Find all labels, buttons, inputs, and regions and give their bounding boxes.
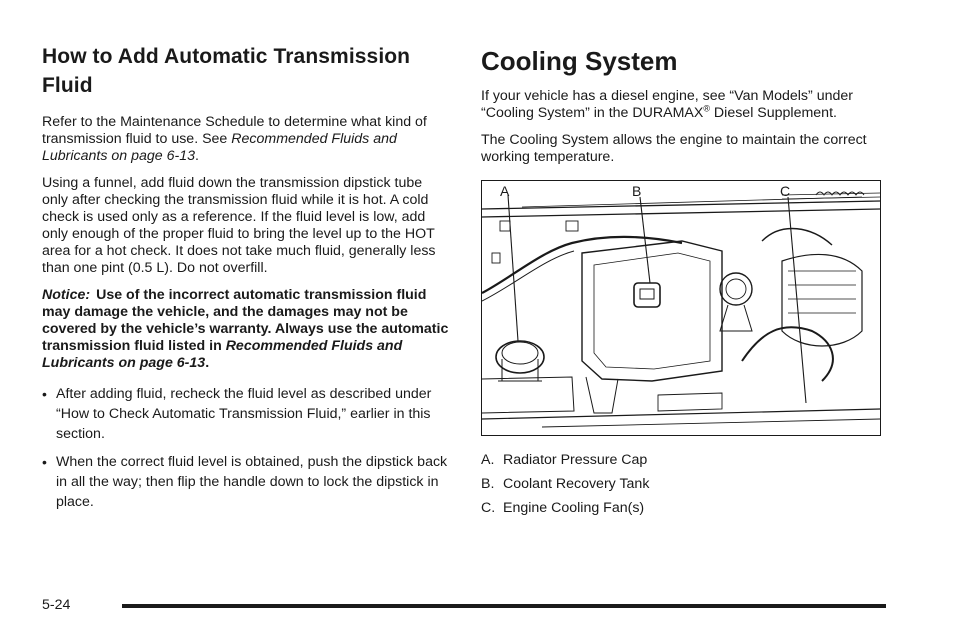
legend-text: Coolant Recovery Tank (503, 476, 650, 492)
instruction-list (42, 384, 450, 512)
engine-compartment-illustration (481, 180, 881, 436)
section-title-cooling-system: Cooling System (481, 46, 678, 76)
bullet-icon: • (42, 454, 47, 470)
notice-block: Notice: Use of the incorrect automatic transmission fluid may damage the vehicle, and the damages may not be covered by the vehicle’s warranty. Always use the automatic transmission fluid listed in Recommended Fluids and Lubricants on page 6-13. (42, 287, 449, 371)
list-item: • After adding fluid, recheck the fluid level as described under “How to Check Automatic Transmission Fluid,” earlier in this section. (42, 386, 432, 442)
right-column (481, 42, 886, 524)
list-item (481, 500, 886, 517)
legend-text: Engine Cooling Fan(s) (503, 500, 645, 516)
paragraph-text: Refer to the Maintenance Schedule to determine what kind of transmission fluid to use. See (42, 114, 427, 147)
section-title-transmission-fluid: How to Add Automatic Transmission Fluid (42, 45, 411, 97)
legend-key: B. (481, 476, 495, 492)
paragraph-diesel-note: If your vehicle has a diesel engine, see “Van Models” under “Cooling System” in the DURAMAX® Diesel Supplement. (481, 88, 853, 121)
left-column (42, 42, 450, 520)
bullet-icon: • (42, 386, 47, 402)
callout-label-a: A (500, 183, 510, 199)
callout-label-c: C (780, 183, 791, 199)
engine-line-drawing (482, 181, 880, 435)
paragraph-maintenance-schedule: Refer to the Maintenance Schedule to determine what kind of transmission fluid to use. See Recommended Fluids and Lubricants on page 6-13. (42, 114, 427, 164)
notice-cross-reference-link[interactable]: Recommended Fluids and Lubricants on page 6-13 (42, 338, 403, 371)
figure-legend (481, 452, 886, 517)
legend-key: C. (481, 500, 496, 516)
notice-label: Notice: (42, 287, 91, 303)
list-item: • When the correct fluid level is obtained, push the dipstick back in all the way; then flip the handle down to lock the dipstick in place. (42, 454, 448, 510)
list-item (481, 476, 886, 493)
legend-text: Radiator Pressure Cap (503, 452, 648, 468)
legend-key: A. (481, 452, 495, 468)
page-number: 5-24 (42, 597, 71, 613)
paragraph-funnel-instructions: Using a funnel, add fluid down the transmission dipstick tube only after checking the transmission fluid while it is hot. A cold check is used only as a reference. If the fluid level is low, add only enough of the proper fluid to bring the level up to the HOT area for a hot check. It does not take much fluid, generally less than one pint (0.5 L). Do not overfill. (42, 175, 436, 276)
paragraph-cooling-description: The Cooling System allows the engine to maintain the correct working temperature. (481, 132, 867, 165)
registered-mark: ® (703, 103, 710, 114)
list-item (481, 452, 886, 469)
notice-text: Use of the incorrect automatic transmission fluid may damage the vehicle, and the damages may not be covered by the vehicle’s warranty. Always use the automatic transmission fluid listed in (42, 287, 449, 354)
callout-label-b: B (632, 183, 642, 199)
footer-divider (122, 604, 886, 608)
cross-reference-link[interactable]: Recommended Fluids and Lubricants on page 6-13 (42, 131, 397, 164)
